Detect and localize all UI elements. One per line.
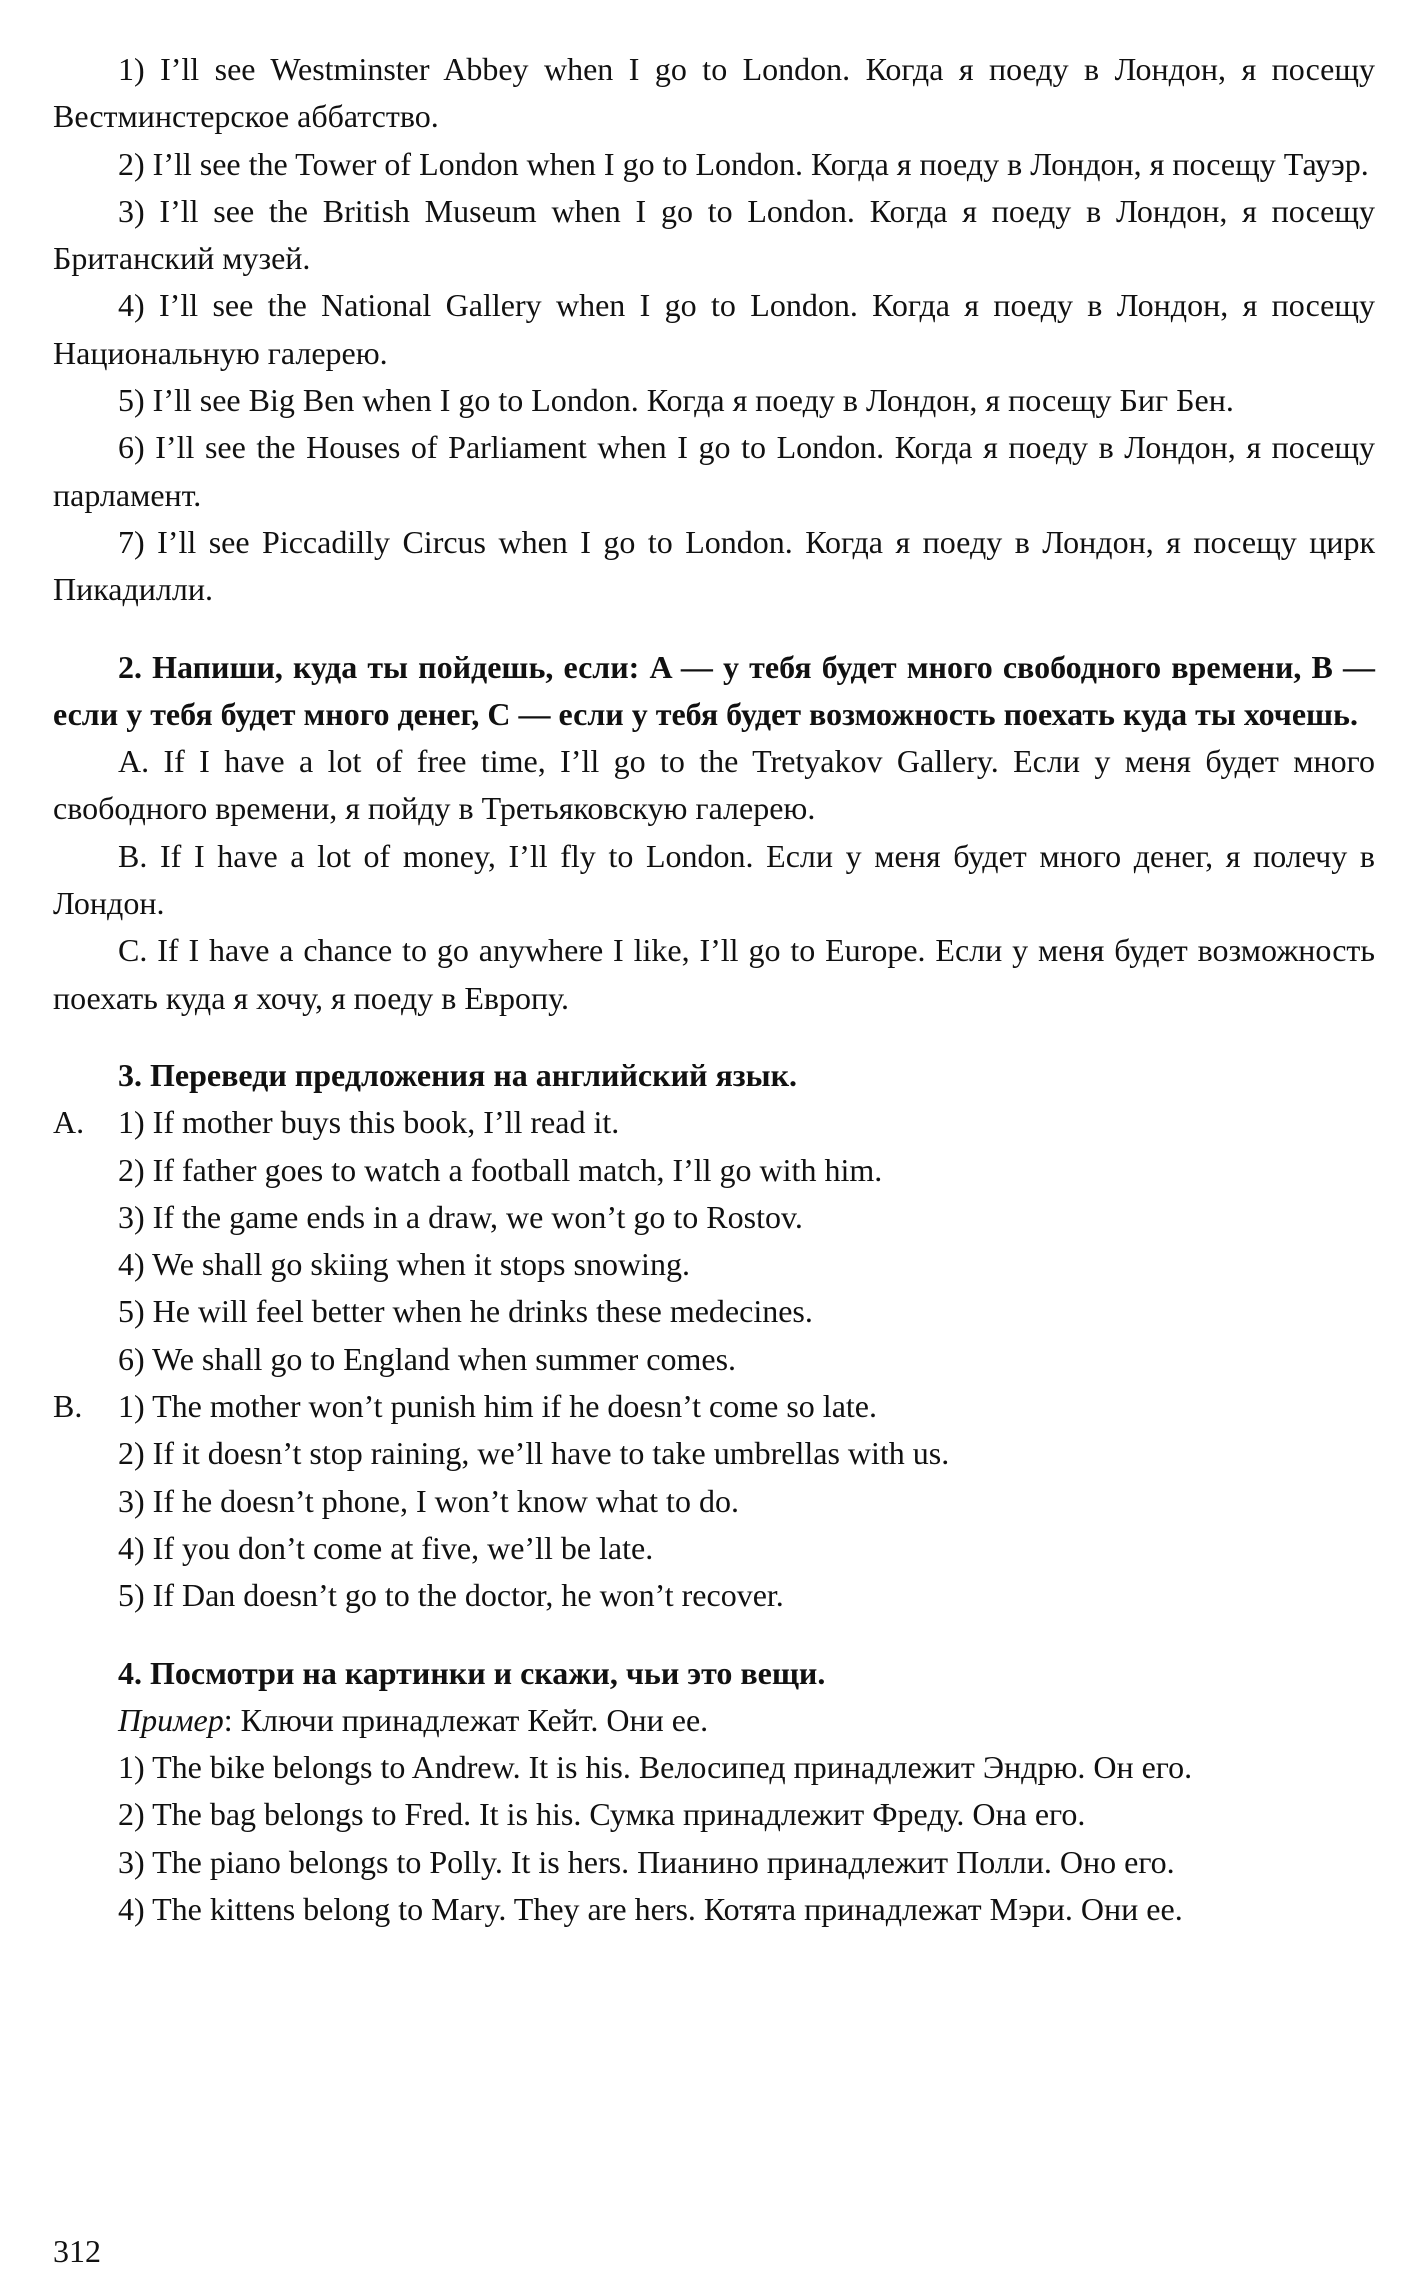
section-2 [53, 644, 1375, 1022]
item-text: 1) If mother buys this book, I’ll read it. [118, 1104, 620, 1141]
list-item: A. If I have a lot of free time, I’ll go to the Tretyakov Gallery. Если у меня будет много свободного времени, я пойду в Третьяковскую галерею. [53, 743, 1375, 827]
section-4 [53, 1650, 1375, 1934]
list-item: 5) He will feel better when he drinks these medecines. [118, 1293, 813, 1330]
list-item [53, 1383, 1375, 1430]
item-text: 1) The mother won’t punish him if he doesn’t come so late. [118, 1388, 877, 1425]
list-item: 6) We shall go to England when summer comes. [118, 1340, 737, 1377]
list-item: 3) If he doesn’t phone, I won’t know what to do. [118, 1482, 739, 1519]
list-item: 5) I’ll see Big Ben when I go to London. Когда я поеду в Лондон, я посещу Биг Бен. [118, 382, 1234, 419]
list-item: 2) I’ll see the Tower of London when I go to London. Когда я поеду в Лондон, я посещу Тауэр. [118, 145, 1369, 182]
page-number: 312 [53, 2233, 101, 2269]
list-item: 4) If you don’t come at five, we’ll be late. [118, 1529, 654, 1566]
group-label-b: B. [53, 1388, 83, 1425]
list-item: 3) If the game ends in a draw, we won’t go to Rostov. [118, 1198, 803, 1235]
example [53, 1697, 1375, 1744]
list-item: 7) I’ll see Piccadilly Circus when I go to London. Когда я поеду в Лондон, я посещу цирк Пикадилли. [53, 523, 1375, 608]
list-item: 1) I’ll see Westminster Abbey when I go to London. Когда я поеду в Лондон, я посещу Вестминстерское аббатство. [53, 51, 1375, 135]
list-item: B. If I have a lot of money, I’ll fly to London. Если у меня будет много денег, я полечу в Лондон. [53, 837, 1375, 922]
list-item: 1) The bike belongs to Andrew. It is his. Велосипед принадлежит Эндрю. Он его. [118, 1749, 1193, 1786]
list-item: 2) If father goes to watch a football match, I’ll go with him. [118, 1151, 883, 1188]
list-item: 4) We shall go skiing when it stops snowing. [118, 1246, 690, 1283]
section-1 [53, 46, 1375, 614]
section-heading: 3. Переведи предложения на английский язык. [118, 1056, 798, 1093]
list-item: 5) If Dan doesn’t go to the doctor, he won’t recover. [118, 1577, 784, 1614]
section-3 [53, 1052, 1375, 1620]
group-label-a: A. [53, 1104, 85, 1141]
example-label: Пример [118, 1701, 224, 1738]
list-item: 2) If it doesn’t stop raining, we’ll have to take umbrellas with us. [118, 1435, 950, 1472]
page-content [53, 46, 1375, 1933]
section-heading: 2. Напиши, куда ты пойдешь, если: A — у тебя будет много свободного времени, B — если у тебя будет много денег, C — если у тебя будет возможность поехать куда ты хочешь. [53, 648, 1375, 732]
example-text: : Ключи принадлежат Кейт. Они ее. [223, 1701, 709, 1738]
list-item: C. If I have a chance to go anywhere I like, I’ll go to Europe. Если у меня будет возможность поехать куда я хочу, я поеду в Европу. [53, 932, 1375, 1016]
list-item: 3) The piano belongs to Polly. It is hers. Пианино принадлежит Полли. Оно его. [118, 1843, 1175, 1880]
list-item [53, 1099, 1375, 1146]
section-heading: 4. Посмотри на картинки и скажи, чьи это вещи. [118, 1654, 826, 1691]
list-item: 3) I’ll see the British Museum when I go to London. Когда я поеду в Лондон, я посещу Британский музей. [53, 192, 1375, 277]
list-item: 4) I’ll see the National Gallery when I go to London. Когда я поеду в Лондон, я посещу Национальную галерею. [53, 287, 1375, 371]
list-item: 2) The bag belongs to Fred. It is his. Сумка принадлежит Фреду. Она его. [118, 1796, 1086, 1833]
list-item: 4) The kittens belong to Mary. They are hers. Котята принадлежат Мэри. Они ее. [118, 1890, 1183, 1927]
list-item: 6) I’ll see the Houses of Parliament when I go to London. Когда я поеду в Лондон, я посещу парламент. [53, 429, 1375, 513]
